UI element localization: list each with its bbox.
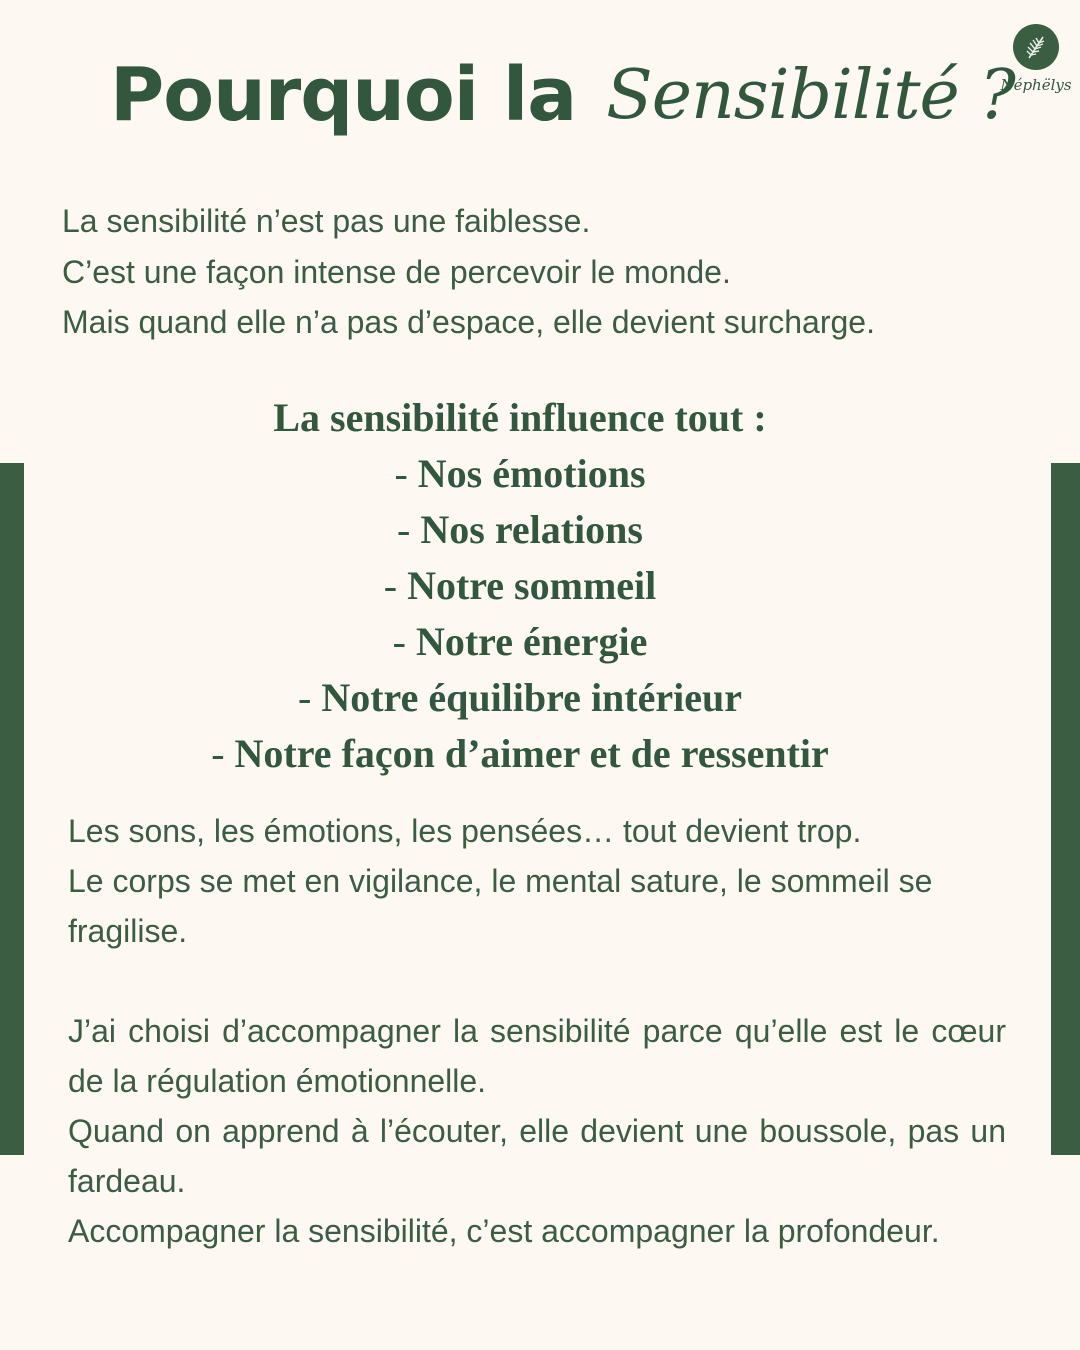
closing-paragraph [68,1006,1006,1256]
list-dash: - [298,675,322,720]
paragraph-line: Accompagner la sensibilité, c’est accompagner la profondeur. [68,1213,940,1249]
brand-name: Néphëlys [1000,76,1072,94]
paragraph-line: J’ai choisi d’accompagner la sensibilité parce qu’elle est le cœur de la régulation émotionnelle. [68,1013,1006,1099]
influence-list [0,390,1040,782]
list-dash: - [392,619,416,664]
list-item [0,670,1040,726]
list-item [0,558,1040,614]
list-item-label: Nos émotions [417,451,646,496]
list-item-label: Notre sommeil [407,563,657,608]
intro-text [62,196,1022,348]
list-item-label: Nos relations [420,507,643,552]
paragraph-line: Quand on apprend à l’écouter, elle devient une boussole, pas un fardeau. [68,1113,1006,1199]
fern-leaf-icon [1013,24,1059,70]
list-item-label: Notre équilibre intérieur [321,675,742,720]
list-dash: - [383,563,408,608]
title-main: Pourquoi la [110,52,577,138]
influence-heading: La sensibilité influence tout : [273,395,767,440]
title-script: Sensibilité ? [606,55,1015,135]
list-dash: - [394,451,418,496]
brand-logo [1000,24,1072,114]
list-dash: - [211,731,235,776]
intro-line: C’est une façon intense de percevoir le monde. [62,253,731,290]
paragraph-line: Le corps se met en vigilance, le mental sature, le sommeil se fragilise. [68,863,933,949]
overload-paragraph [68,806,1006,956]
intro-line: La sensibilité n’est pas une faiblesse. [62,203,591,239]
list-item [0,614,1040,670]
page-title [110,40,1015,150]
intro-line: Mais quand elle n’a pas d’espace, elle devient surcharge. [62,304,875,340]
list-item [0,446,1040,502]
list-item [0,502,1040,558]
list-item-label: Notre énergie [415,619,648,664]
list-item-label: Notre façon d’aimer et de ressentir [234,731,829,776]
right-accent-bar [1051,463,1080,1155]
list-item [0,726,1040,782]
paragraph-line: Les sons, les émotions, les pensées… tout devient trop. [68,813,862,849]
list-dash: - [397,507,421,552]
